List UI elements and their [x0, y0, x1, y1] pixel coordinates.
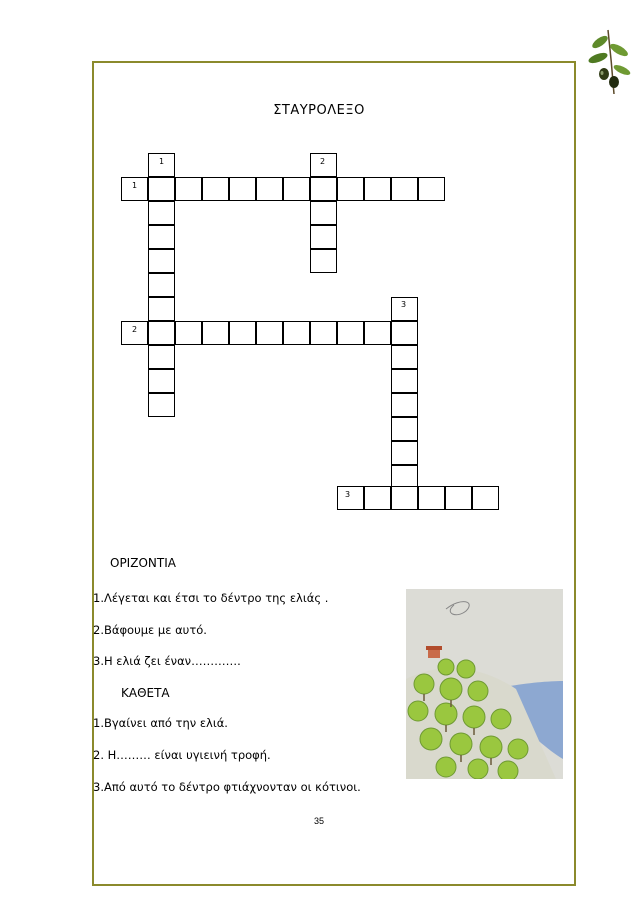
crossword-cell[interactable] [229, 321, 256, 345]
crossword-cell[interactable] [283, 321, 310, 345]
crossword-cell[interactable] [364, 177, 391, 201]
vertical-heading: ΚΑΘΕΤΑ [121, 686, 170, 700]
crossword-cell[interactable] [148, 297, 175, 321]
crossword-cell[interactable] [391, 441, 418, 465]
clue-number-vertical-1: 1 [159, 157, 165, 166]
olive-grove-drawing [406, 589, 563, 779]
crossword-cell[interactable] [310, 177, 337, 201]
crossword-cell[interactable] [202, 177, 229, 201]
crossword-cell[interactable] [391, 177, 418, 201]
clue-number-vertical-3: 3 [401, 300, 407, 309]
clue-number-horizontal-3: 3 [345, 490, 351, 499]
vertical-clue-1: 1.Βγαίνει από την ελιά. [93, 716, 228, 730]
crossword-cell[interactable] [148, 345, 175, 369]
crossword-cell[interactable] [418, 486, 445, 510]
crossword-cell[interactable] [229, 177, 256, 201]
crossword-cell[interactable] [310, 201, 337, 225]
horizontal-clue-1: 1.Λέγεται και έτσι το δέντρο της ελιάς . [93, 591, 329, 605]
crossword-cell[interactable] [148, 369, 175, 393]
clue-number-horizontal-2: 2 [132, 325, 138, 334]
clue-number-horizontal-1: 1 [132, 181, 138, 190]
crossword-cell[interactable] [148, 177, 175, 201]
crossword-cell[interactable] [148, 321, 175, 345]
crossword-cell[interactable] [175, 321, 202, 345]
crossword-cell[interactable] [148, 249, 175, 273]
crossword-cell[interactable] [391, 345, 418, 369]
page-title: ΣΤΑΥΡΟΛΕΞΟ [273, 103, 365, 118]
crossword-cell[interactable] [175, 177, 202, 201]
horizontal-clue-3: 3.Η ελιά ζει έναν…………. [93, 654, 241, 668]
crossword-cell[interactable] [202, 321, 229, 345]
crossword-cell[interactable] [148, 393, 175, 417]
olive-branch-icon [578, 28, 634, 98]
crossword-cell[interactable] [472, 486, 499, 510]
crossword-cell[interactable] [256, 177, 283, 201]
vertical-clue-2: 2. Η……… είναι υγιεινή τροφή. [93, 748, 271, 762]
crossword-cell[interactable] [364, 321, 391, 345]
crossword-cell[interactable] [445, 486, 472, 510]
vertical-clue-3: 3.Από αυτό το δέντρο φτιάχνονταν οι κότινοι. [93, 780, 361, 794]
crossword-cell[interactable] [337, 321, 364, 345]
crossword-cell[interactable] [256, 321, 283, 345]
horizontal-heading: ΟΡΙΖΟΝΤΙΑ [110, 556, 176, 570]
crossword-cell[interactable] [337, 177, 364, 201]
page-number: 35 [313, 816, 324, 826]
crossword-cell[interactable] [391, 393, 418, 417]
crossword-cell[interactable] [391, 417, 418, 441]
crossword-cell[interactable] [337, 486, 364, 510]
crossword-cell[interactable] [148, 225, 175, 249]
crossword-cell[interactable] [391, 321, 418, 345]
crossword-cell[interactable] [391, 369, 418, 393]
crossword-cell[interactable] [391, 486, 418, 510]
crossword-cell[interactable] [283, 177, 310, 201]
crossword-cell[interactable] [364, 486, 391, 510]
horizontal-clue-2: 2.Βάφουμε με αυτό. [93, 623, 207, 637]
crossword-cell[interactable] [148, 201, 175, 225]
crossword-cell[interactable] [418, 177, 445, 201]
crossword-cell[interactable] [310, 321, 337, 345]
crossword-cell[interactable] [310, 225, 337, 249]
clue-number-vertical-2: 2 [320, 157, 326, 166]
crossword-cell[interactable] [148, 273, 175, 297]
crossword-cell[interactable] [310, 249, 337, 273]
